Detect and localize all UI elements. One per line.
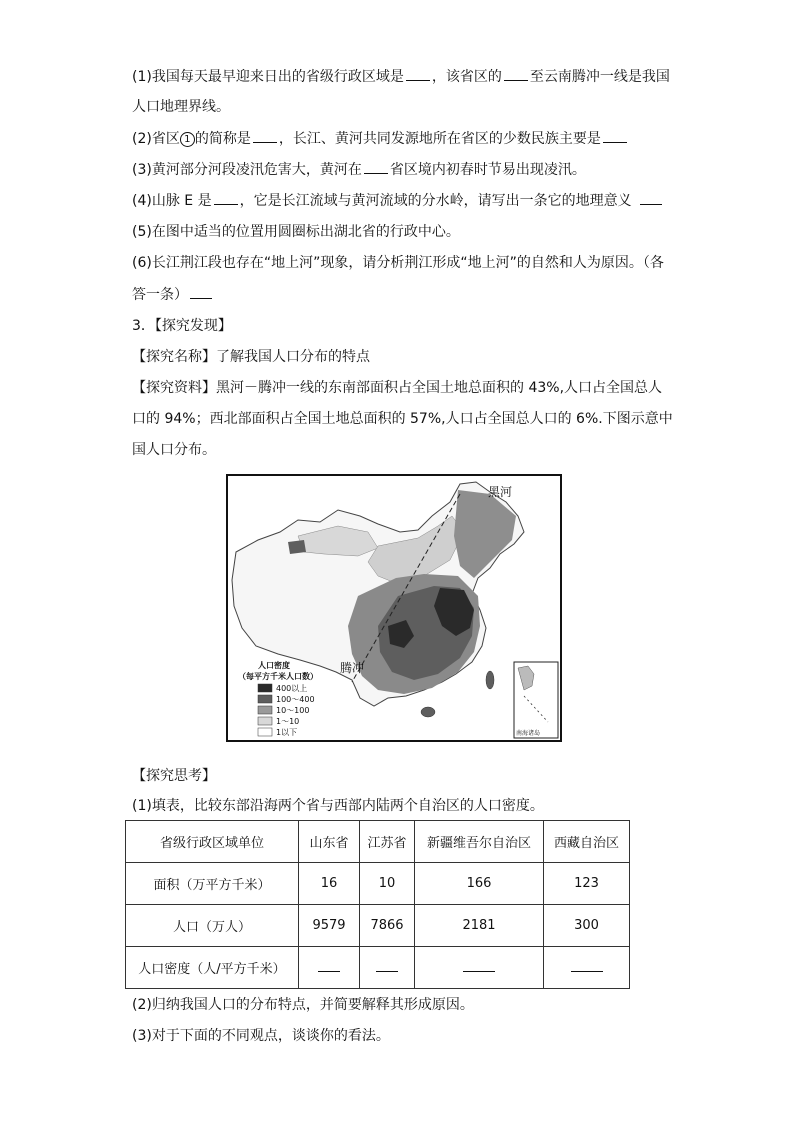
explore-material-line-1 bbox=[132, 378, 662, 398]
table-cell: 人口密度（人/平方千米） bbox=[126, 947, 299, 989]
explore-name-label: 【探究名称】 bbox=[132, 349, 216, 365]
answer-blank[interactable] bbox=[603, 128, 627, 143]
table-row bbox=[126, 947, 630, 989]
legend-swatch-400-plus bbox=[258, 684, 272, 692]
answer-blank[interactable] bbox=[406, 66, 430, 81]
thinking-heading-text: 【探究思考】 bbox=[132, 768, 216, 784]
table-header-row bbox=[126, 821, 630, 863]
table-header-cell: 江苏省 bbox=[360, 821, 415, 863]
explore-name-text: 了解我国人口分布的特点 bbox=[216, 349, 370, 365]
answer-blank[interactable] bbox=[640, 190, 662, 205]
question-3 bbox=[132, 159, 586, 180]
table-answer-cell[interactable] bbox=[544, 947, 630, 989]
question-4 bbox=[132, 190, 664, 211]
answer-blank[interactable] bbox=[504, 66, 528, 81]
explore-material-text-1: 黑河－腾冲一线的东南部面积占全国土地总面积的 43%,人口占全国总人 bbox=[216, 380, 663, 396]
question-1-line-2 bbox=[132, 97, 230, 117]
question-1-text-c: 至云南腾冲一线是我国 bbox=[529, 69, 670, 85]
answer-blank[interactable] bbox=[318, 959, 340, 972]
table-cell: 人口（万人） bbox=[126, 905, 299, 947]
table-cell: 123 bbox=[544, 863, 630, 905]
table-answer-cell[interactable] bbox=[415, 947, 544, 989]
question-2-text-c: ，长江、黄河共同发源地所在省区的少数民族主要是 bbox=[278, 131, 601, 147]
answer-blank[interactable] bbox=[253, 128, 277, 143]
question-5-text: (5)在图中适当的位置用圆圈标出湖北省的行政中心。 bbox=[132, 224, 460, 240]
table-answer-cell[interactable] bbox=[299, 947, 360, 989]
answer-blank[interactable] bbox=[571, 959, 603, 972]
thinking-heading bbox=[132, 766, 216, 786]
question-6-text-a: (6)长江荆江段也存在“地上河”现象，请分析荆江形成“地上河”的自然和人为原因。（各 bbox=[132, 255, 664, 271]
explore-material-text-3: 国人口分布。 bbox=[132, 442, 216, 458]
legend-swatch-1-10 bbox=[258, 717, 272, 725]
answer-blank[interactable] bbox=[364, 159, 388, 174]
table-cell: 9579 bbox=[299, 905, 360, 947]
answer-blank[interactable] bbox=[463, 959, 495, 972]
question-2 bbox=[132, 128, 629, 149]
table-header-cell: 山东省 bbox=[299, 821, 360, 863]
section-3-heading bbox=[132, 316, 232, 336]
legend-label: 1以下 bbox=[276, 728, 298, 737]
question-6-line-1 bbox=[132, 253, 664, 273]
question-2-text-b: 的简称是 bbox=[194, 131, 251, 147]
question-6-line-2 bbox=[132, 284, 214, 305]
thinking-question-3 bbox=[132, 1026, 390, 1046]
legend bbox=[238, 660, 318, 737]
section-heading-text: 3．【探究发现】 bbox=[132, 318, 232, 334]
table-header-cell: 省级行政区域单位 bbox=[126, 821, 299, 863]
circled-number-1: 1 bbox=[180, 132, 195, 147]
china-population-density-map bbox=[228, 476, 560, 740]
thinking-question-2-text: (2)归纳我国人口的分布特点，并简要解释其形成原因。 bbox=[132, 997, 474, 1013]
density-zone-very-high bbox=[288, 540, 306, 554]
question-1-text-d: 人口地理界线。 bbox=[132, 99, 230, 115]
thinking-question-3-text: (3)对于下面的不同观点，谈谈你的看法。 bbox=[132, 1028, 390, 1044]
answer-blank[interactable] bbox=[376, 959, 398, 972]
question-1-line-1 bbox=[132, 66, 670, 87]
table-cell: 2181 bbox=[415, 905, 544, 947]
legend-label: 1～10 bbox=[276, 717, 300, 726]
thinking-question-2 bbox=[132, 995, 474, 1015]
legend-swatch-100-400 bbox=[258, 695, 272, 703]
table-cell: 300 bbox=[544, 905, 630, 947]
question-5 bbox=[132, 222, 460, 242]
thinking-question-1-text: (1)填表，比较东部沿海两个省与西部内陆两个自治区的人口密度。 bbox=[132, 798, 544, 814]
table-header-cell: 新疆维吾尔自治区 bbox=[415, 821, 544, 863]
population-density-table bbox=[125, 820, 630, 989]
explore-name bbox=[132, 347, 370, 367]
question-6-text-b: 答一条） bbox=[132, 287, 188, 303]
tengchong-label: 腾冲 bbox=[340, 661, 365, 675]
question-3-text-a: (3)黄河部分河段凌汛危害大，黄河在 bbox=[132, 162, 362, 178]
legend-title: 人口密度 bbox=[258, 661, 290, 670]
table-row bbox=[126, 863, 630, 905]
question-4-text-a: (4)山脉 E 是 bbox=[132, 193, 212, 209]
answer-blank[interactable] bbox=[214, 190, 238, 205]
table-cell: 16 bbox=[299, 863, 360, 905]
legend-label: 10～100 bbox=[276, 706, 310, 715]
legend-label: 100～400 bbox=[276, 695, 315, 704]
explore-material-line-3 bbox=[132, 440, 216, 460]
table-cell: 10 bbox=[360, 863, 415, 905]
explore-material-text-2: 口的 94%；西北部面积占全国土地总面积的 57%,人口占全国总人口的 6%.下图示意中 bbox=[132, 411, 673, 427]
explore-material-line-2 bbox=[132, 409, 673, 429]
legend-label: 400以上 bbox=[276, 684, 308, 693]
table-cell: 7866 bbox=[360, 905, 415, 947]
question-1-text-b: ，该省区的 bbox=[431, 69, 502, 85]
explore-material-label: 【探究资料】 bbox=[132, 380, 216, 396]
heihe-label: 黑河 bbox=[488, 485, 513, 499]
answer-blank[interactable] bbox=[190, 284, 212, 299]
question-4-text-b: ，它是长江流域与黄河流域的分水岭，请写出一条它的地理意义 bbox=[239, 193, 632, 209]
legend-swatch-10-100 bbox=[258, 706, 272, 714]
table-row bbox=[126, 905, 630, 947]
question-3-text-b: 省区境内初春时节易出现凌汛。 bbox=[389, 162, 586, 178]
inset-label: 南海诸岛 bbox=[516, 730, 541, 737]
question-1-text-a: (1)我国每天最早迎来日出的省级行政区域是 bbox=[132, 69, 404, 85]
question-2-text-a: (2)省区 bbox=[132, 131, 180, 147]
table-cell: 面积（万平方千米） bbox=[126, 863, 299, 905]
table-cell: 166 bbox=[415, 863, 544, 905]
legend-subtitle: （每平方千米人口数） bbox=[238, 672, 318, 681]
legend-swatch-below-1 bbox=[258, 728, 272, 736]
taiwan-island bbox=[486, 671, 494, 689]
hainan-island bbox=[421, 707, 435, 717]
table-header-cell: 西藏自治区 bbox=[544, 821, 630, 863]
table-answer-cell[interactable] bbox=[360, 947, 415, 989]
population-map bbox=[226, 474, 562, 742]
thinking-question-1 bbox=[132, 796, 544, 816]
